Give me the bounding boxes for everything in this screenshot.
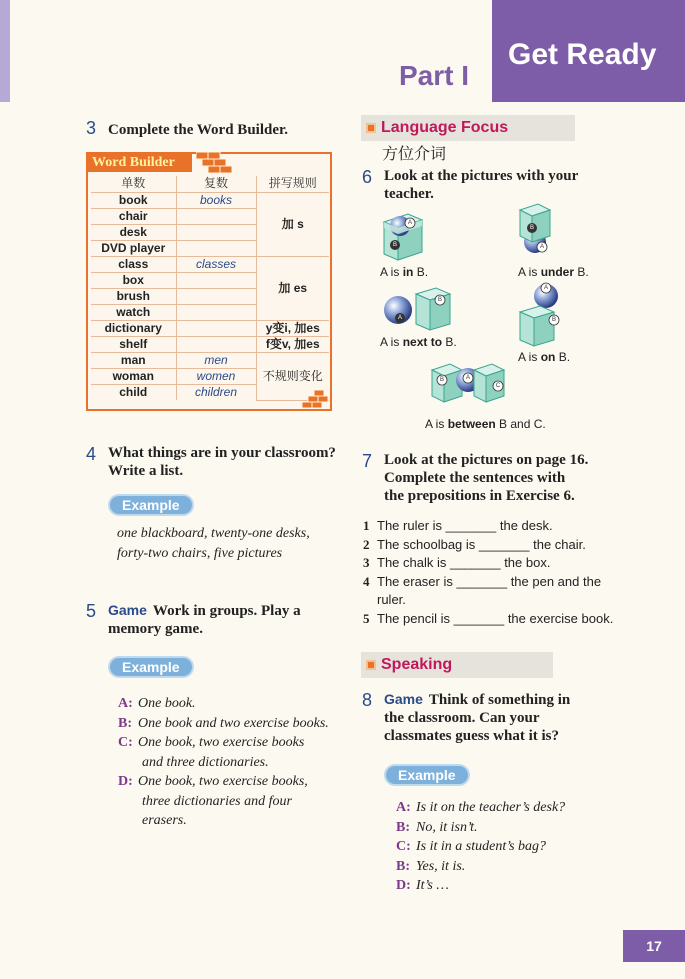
- rule-cell: 加 es: [256, 256, 329, 320]
- dialogue-line: [396, 857, 565, 877]
- speaker-label: A:: [118, 696, 133, 711]
- sentence-item: 3 The chalk is _______ the box.: [363, 555, 551, 570]
- label-a: A: [465, 375, 471, 381]
- box-on-illustration: [520, 283, 559, 346]
- singular-cell: chair: [91, 208, 176, 224]
- q3-title: Complete the Word Builder.: [108, 122, 289, 138]
- q8-dialogue: [396, 798, 565, 896]
- example-line: one blackboard, twenty-one desks,: [117, 526, 310, 541]
- header-singular: 单数: [91, 176, 176, 192]
- singular-cell: dictionary: [91, 320, 176, 336]
- speaker-label: A:: [396, 800, 411, 815]
- dialogue-line: [118, 694, 329, 714]
- q4-number: 4: [86, 444, 97, 464]
- dialogue-line: [118, 733, 329, 753]
- speaker-label: B:: [396, 858, 410, 874]
- language-focus-label: Language Focus: [381, 119, 509, 136]
- table-row: [91, 256, 329, 272]
- speaker-label: B:: [396, 819, 410, 835]
- plural-cell[interactable]: books: [176, 192, 256, 208]
- box-in-illustration: [384, 214, 422, 260]
- q8-title-line: Think of something in: [428, 692, 571, 708]
- table-row: [91, 352, 329, 368]
- q7-title-line: Look at the pictures on page 16.: [384, 452, 589, 468]
- dialogue-text: One book and two exercise books.: [138, 715, 329, 731]
- dialogue-text: erasers.: [142, 813, 187, 828]
- dialogue-text: Is it on the teacher’s desk?: [416, 800, 566, 815]
- word-builder-grid: [91, 176, 329, 401]
- caption-next-to: A is next to B.: [380, 335, 457, 349]
- prepositions-illustration: [370, 200, 610, 420]
- dialogue-text: It’s …: [416, 878, 449, 893]
- singular-cell: shelf: [91, 336, 176, 352]
- q6-title-line: Look at the pictures with your: [384, 168, 579, 184]
- q4-title: [108, 444, 356, 480]
- sentence-item: 5 The pencil is _______ the exercise book.: [363, 610, 614, 626]
- label-a: A: [539, 244, 545, 250]
- sentence-item: 1 The ruler is _______ the desk.: [363, 518, 553, 533]
- dialogue-line: [396, 798, 565, 818]
- q7-sentences: [363, 517, 633, 628]
- q8-title-line: classmates guess what it is?: [384, 728, 559, 744]
- speaker-label: C:: [396, 839, 411, 854]
- label-a: A: [407, 220, 413, 226]
- header-plural: 复数: [176, 176, 256, 192]
- singular-cell: DVD player: [91, 240, 176, 256]
- example-line: forty-two chairs, five pictures: [117, 546, 283, 561]
- label-b: B: [529, 225, 535, 231]
- rule-cell: y变i, 加es: [256, 320, 329, 336]
- speaking-bar: [361, 652, 553, 678]
- plural-cell[interactable]: [176, 240, 256, 256]
- label-a: A: [397, 315, 403, 321]
- rule-cell: 不规则变化: [256, 352, 329, 400]
- q8-title: [384, 690, 632, 745]
- dialogue-text: Yes, it is.: [416, 858, 466, 874]
- singular-cell: class: [91, 256, 176, 272]
- q5-heading: [86, 601, 356, 638]
- part-title: Part I: [399, 60, 470, 91]
- q5-dialogue: [118, 694, 329, 831]
- rule-cell: 加 s: [256, 192, 329, 256]
- section-bullet-icon: [366, 660, 376, 670]
- game-label: Game: [108, 602, 147, 618]
- dialogue-text: three dictionaries and four: [142, 793, 292, 809]
- singular-cell: woman: [91, 368, 176, 384]
- q7-title: [384, 451, 632, 505]
- singular-cell: child: [119, 384, 148, 399]
- header-title: Get Ready: [508, 38, 657, 71]
- dialogue-text: No, it isn’t.: [416, 819, 478, 835]
- q7-number: 7: [362, 451, 373, 471]
- dialogue-text: and three dictionaries.: [142, 754, 269, 770]
- plural-cell[interactable]: [176, 304, 256, 320]
- label-b: B: [392, 242, 398, 248]
- q4-example-text: [117, 524, 310, 564]
- plural-cell[interactable]: women: [176, 368, 256, 384]
- language-focus-subtitle: 方位介词: [382, 146, 447, 163]
- dialogue-text: One book.: [138, 696, 196, 711]
- q4-title-line: Write a list.: [108, 463, 184, 479]
- example-badge: [110, 658, 192, 677]
- dialogue-line: [118, 772, 329, 792]
- plural-cell[interactable]: [176, 224, 256, 240]
- dialogue-line: [118, 714, 329, 734]
- q7-heading: [362, 451, 632, 505]
- plural-cell[interactable]: [176, 272, 256, 288]
- q6-title-line: teacher.: [384, 186, 434, 202]
- q7-title-line: the prepositions in Exercise 6.: [384, 488, 575, 504]
- page-number: 17: [623, 930, 685, 962]
- rule-cell: f变v, 加es: [256, 336, 329, 352]
- plural-cell[interactable]: [176, 208, 256, 224]
- q8-heading: [362, 690, 632, 745]
- word-builder-table: [86, 152, 332, 411]
- plural-cell[interactable]: men: [176, 352, 256, 368]
- speaking-label: Speaking: [381, 656, 453, 673]
- caption-on: A is on B.: [518, 350, 571, 364]
- plural-cell[interactable]: children: [176, 384, 256, 400]
- header-rule: 拼写规则: [256, 176, 329, 192]
- dialogue-text: One book, two exercise books,: [138, 774, 308, 789]
- q5-number: 5: [86, 601, 97, 621]
- q7-title-line: Complete the sentences with: [384, 470, 566, 486]
- caption-under: A is under B.: [518, 265, 589, 279]
- example-badge: [110, 496, 192, 515]
- dialogue-line: [396, 818, 565, 838]
- singular-cell: desk: [91, 224, 176, 240]
- q6-title: [384, 167, 622, 203]
- bricks-decoration-icon: [196, 152, 232, 174]
- speaker-label: D:: [118, 774, 133, 789]
- section-bullet-icon: [366, 123, 376, 133]
- speaker-label: B:: [118, 715, 132, 731]
- q5-title-line: memory game.: [108, 621, 203, 637]
- label-b: B: [551, 317, 557, 323]
- q3-heading: [86, 118, 288, 139]
- singular-cell: man: [91, 352, 176, 368]
- box-between-illustration: [432, 364, 504, 402]
- box-next-to-illustration: [384, 288, 450, 330]
- dialogue-line: [396, 876, 565, 896]
- table-header-row: [91, 176, 329, 192]
- label-c: C: [495, 383, 501, 389]
- label-b: B: [437, 297, 443, 303]
- q4-heading: [86, 444, 356, 480]
- q3-number: 3: [86, 118, 97, 138]
- q4-title-line: What things are in your classroom?: [108, 445, 336, 461]
- example-label: Example: [110, 496, 192, 514]
- speaker-label: C:: [118, 735, 133, 750]
- q5-title-line: Work in groups. Play a: [152, 603, 301, 619]
- dialogue-text: One book, two exercise books: [138, 735, 305, 750]
- speaker-label: D:: [396, 878, 411, 893]
- q6-number: 6: [362, 167, 373, 187]
- plural-cell[interactable]: [176, 336, 256, 352]
- q8-title-line: the classroom. Can your: [384, 710, 540, 726]
- sentence-item: 4 The eraser is _______ the pen and the: [363, 573, 602, 589]
- q5-title: [108, 601, 356, 638]
- game-label: Game: [384, 691, 423, 707]
- word-builder-label: Word Builder: [86, 153, 192, 172]
- singular-cell: book: [91, 192, 176, 208]
- sentence-item: 2 The schoolbag is _______ the chair.: [363, 536, 586, 552]
- example-label: Example: [110, 658, 192, 676]
- language-focus-bar: [361, 115, 575, 141]
- box-under-illustration: [520, 204, 550, 253]
- caption-in: A is in B.: [380, 265, 429, 279]
- table-row: [91, 336, 329, 352]
- dialogue-text: Is it in a student’s bag?: [416, 839, 547, 854]
- plural-cell[interactable]: [176, 320, 256, 336]
- singular-cell: watch: [91, 304, 176, 320]
- q8-number: 8: [362, 690, 373, 710]
- plural-cell[interactable]: [176, 288, 256, 304]
- example-badge: [386, 766, 468, 785]
- dialogue-line: [396, 837, 565, 857]
- bricks-decoration-icon: [300, 390, 330, 410]
- caption-between: A is between B and C.: [425, 417, 546, 431]
- singular-cell: box: [91, 272, 176, 288]
- q6-heading: [362, 167, 622, 203]
- singular-cell: brush: [91, 288, 176, 304]
- sentence-item: ruler.: [377, 592, 406, 607]
- table-row: [91, 192, 329, 208]
- label-b: B: [439, 377, 445, 383]
- label-a: A: [543, 285, 549, 291]
- example-label: Example: [386, 766, 468, 784]
- plural-cell[interactable]: classes: [176, 256, 256, 272]
- table-row: [91, 320, 329, 336]
- left-edge-stripe: [0, 0, 10, 102]
